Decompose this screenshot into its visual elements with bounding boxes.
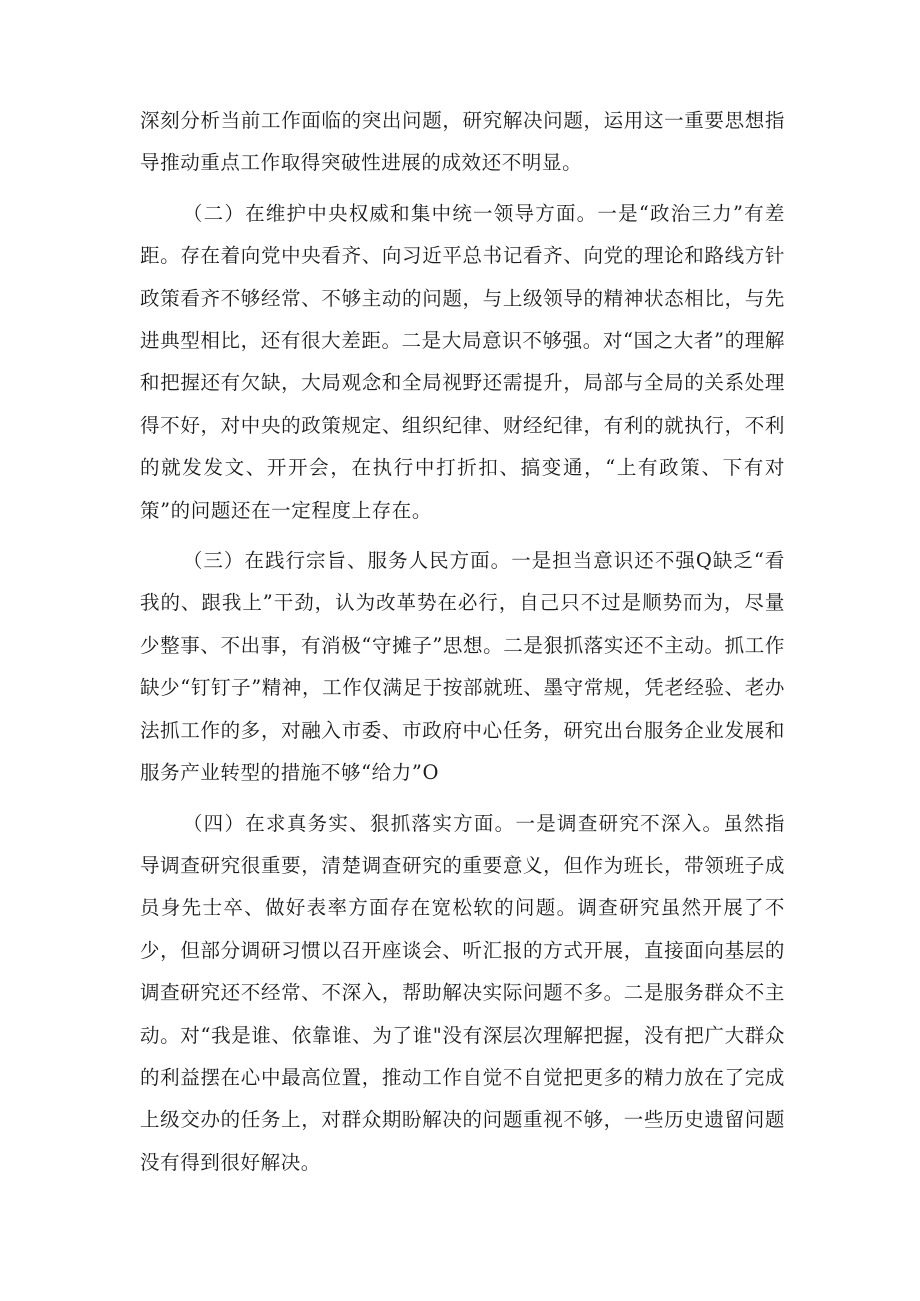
paragraph-continuation: 深刻分析当前工作面临的突出问题，研究解决问题，运用这一重要思想指导推动重点工作取得突破性进展的成效还不明显。 <box>140 109 785 175</box>
document-page <box>140 100 785 1184</box>
paragraph-section-3: （三）在践行宗旨、服务人民方面。一是担当意识还不强Q缺乏“看我的、跟我上”干劲，认为改革势在必行，自己只不过是顺势而为，尽量少整事、不出事，有消极“守摊子”思想。二是狠抓落实还不主动。抓工作缺少“钉钉子”精神，工作仅满足于按部就班、墨守常规，凭老经验、老办法抓工作的多，对融入市委、市政府中心任务，研究出台服务企业发展和服务产业转型的措施不够“给力”O <box>140 549 785 785</box>
paragraph-section-4: （四）在求真务实、狠抓落实方面。一是调查研究不深入。虽然指导调查研究很重要，清楚调查研究的重要意义，但作为班长，带领班子成员身先士卒、做好表率方面存在宽松软的问题。调查研究虽然开展了不少，但部分调研习惯以召开座谈会、听汇报的方式开展，直接面向基层的调查研究还不经常、不深入，帮助解决实际问题不多。二是服务群众不主动。对“我是谁、依靠谁、为了谁"没有深层次理解把握，没有把广大群众的利益摆在心中最高位置，推动工作自觉不自觉把更多的精力放在了完成上级交办的任务上，对群众期盼解决的问题重视不够，一些历史遗留问题没有得到很好解决。 <box>140 811 785 1174</box>
paragraph-section-2: （二）在维护中央权威和集中统一领导方面。一是“政治三力”有差距。存在着向党中央看齐、向习近平总书记看齐、向党的理论和路线方针政策看齐不够经常、不够主动的问题，与上级领导的精神状态相比，与先进典型相比，还有很大差距。二是大局意识不够强。对“国之大者”的理解和把握还有欠缺，大局观念和全局视野还需提升，局部与全局的关系处理得不好，对中央的政策规定、组织纪律、财经纪律，有利的就执行，不利的就发发文、开开会，在执行中打折扣、搞变通，“上有政策、下有对策”的问题还在一定程度上存在。 <box>140 201 785 522</box>
